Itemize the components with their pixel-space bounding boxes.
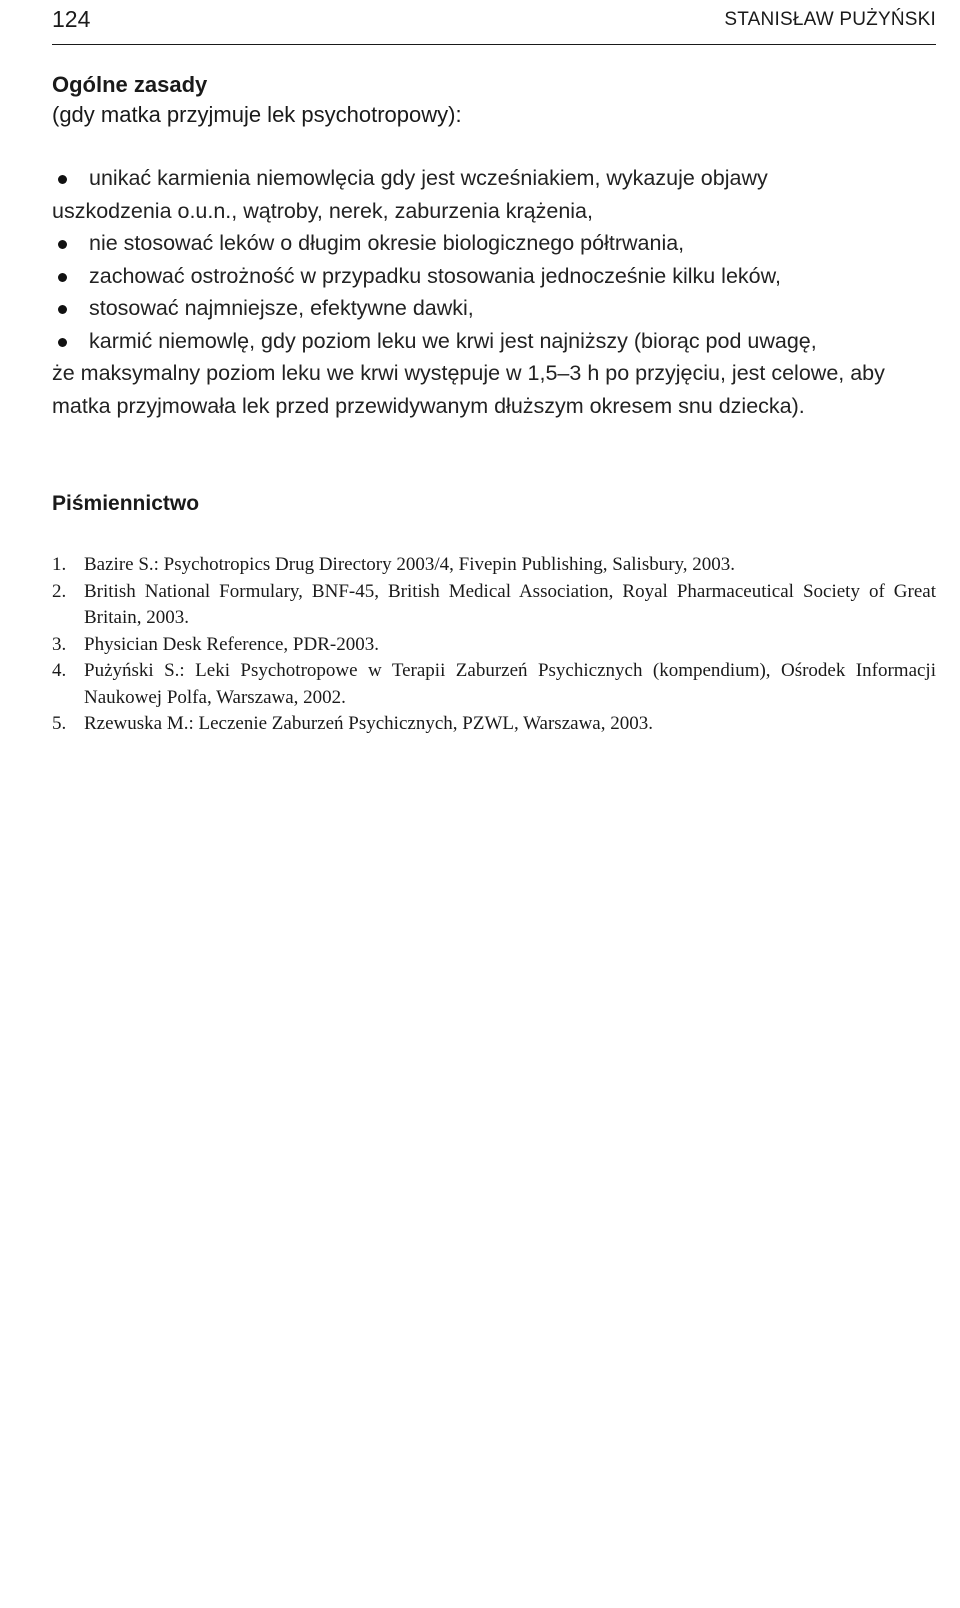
bullet-icon — [58, 273, 67, 282]
reference-item — [52, 711, 936, 738]
reference-item — [52, 632, 936, 659]
reference-text: Bazire S.: Psychotropics Drug Directory 2003/4, Fivepin Publishing, Salisbury, 2003. — [84, 554, 736, 575]
rule-text: nie stosować leków o długim okresie biologicznego półtrwania, — [89, 231, 685, 255]
rule-text: stosować najmniejsze, efektywne dawki, — [89, 296, 474, 320]
page-number: 124 — [52, 6, 91, 32]
references-list — [52, 552, 936, 738]
rule-item — [52, 292, 936, 325]
reference-item — [52, 579, 936, 632]
rule-text: karmić niemowlę, gdy poziom leku we krwi jest najniższy (biorąc pod uwagę, — [89, 328, 817, 353]
reference-number: 5. — [52, 713, 67, 734]
section-title: Ogólne zasady — [52, 72, 208, 97]
rule-text-continuation: że maksymalny poziom leku we krwi występuje w 1,5–3 h po przyjęciu, jest celowe, aby matka przyjmowała lek przed przewidywanym dłuższym okresem snu dziecka). — [52, 361, 885, 418]
running-head-author: STANISŁAW PUŻYŃSKI — [724, 9, 936, 30]
rule-item — [52, 227, 936, 260]
reference-item — [52, 552, 936, 579]
reference-number: 1. — [52, 554, 67, 575]
reference-number: 2. — [52, 580, 67, 602]
bullet-icon — [58, 338, 67, 347]
rule-item — [52, 162, 936, 227]
reference-text: Physician Desk Reference, PDR-2003. — [84, 633, 379, 655]
reference-number: 4. — [52, 660, 67, 681]
section-subtitle: (gdy matka przyjmuje lek psychotropowy): — [52, 102, 462, 127]
rule-item — [52, 260, 936, 293]
bullet-icon — [58, 305, 67, 314]
reference-text: British National Formulary, BNF-45, British Medical Association, Royal Pharmaceutical Society of Great Britain, 2003. — [84, 580, 936, 628]
running-header — [52, 4, 936, 45]
bullet-icon — [58, 175, 67, 184]
rule-text-continuation: uszkodzenia o.u.n., wątroby, nerek, zaburzenia krążenia, — [52, 198, 593, 223]
rules-list — [52, 162, 936, 422]
references-title: Piśmiennictwo — [52, 492, 200, 515]
reference-text: Pużyński S.: Leki Psychotropowe w Terapii Zaburzeń Psychicznych (kompendium), Ośrodek Informacji Naukowej Polfa, Warszawa, 2002. — [84, 660, 936, 708]
rule-item — [52, 325, 936, 423]
reference-number: 3. — [52, 633, 67, 655]
reference-item — [52, 658, 936, 711]
reference-text: Rzewuska M.: Leczenie Zaburzeń Psychicznych, PZWL, Warszawa, 2003. — [84, 713, 653, 734]
bullet-icon — [58, 240, 67, 249]
rule-text: zachować ostrożność w przypadku stosowania jednocześnie kilku leków, — [89, 263, 781, 288]
document-page — [52, 0, 936, 738]
rule-text: unikać karmienia niemowlęcia gdy jest wcześniakiem, wykazuje objawy — [89, 166, 768, 190]
